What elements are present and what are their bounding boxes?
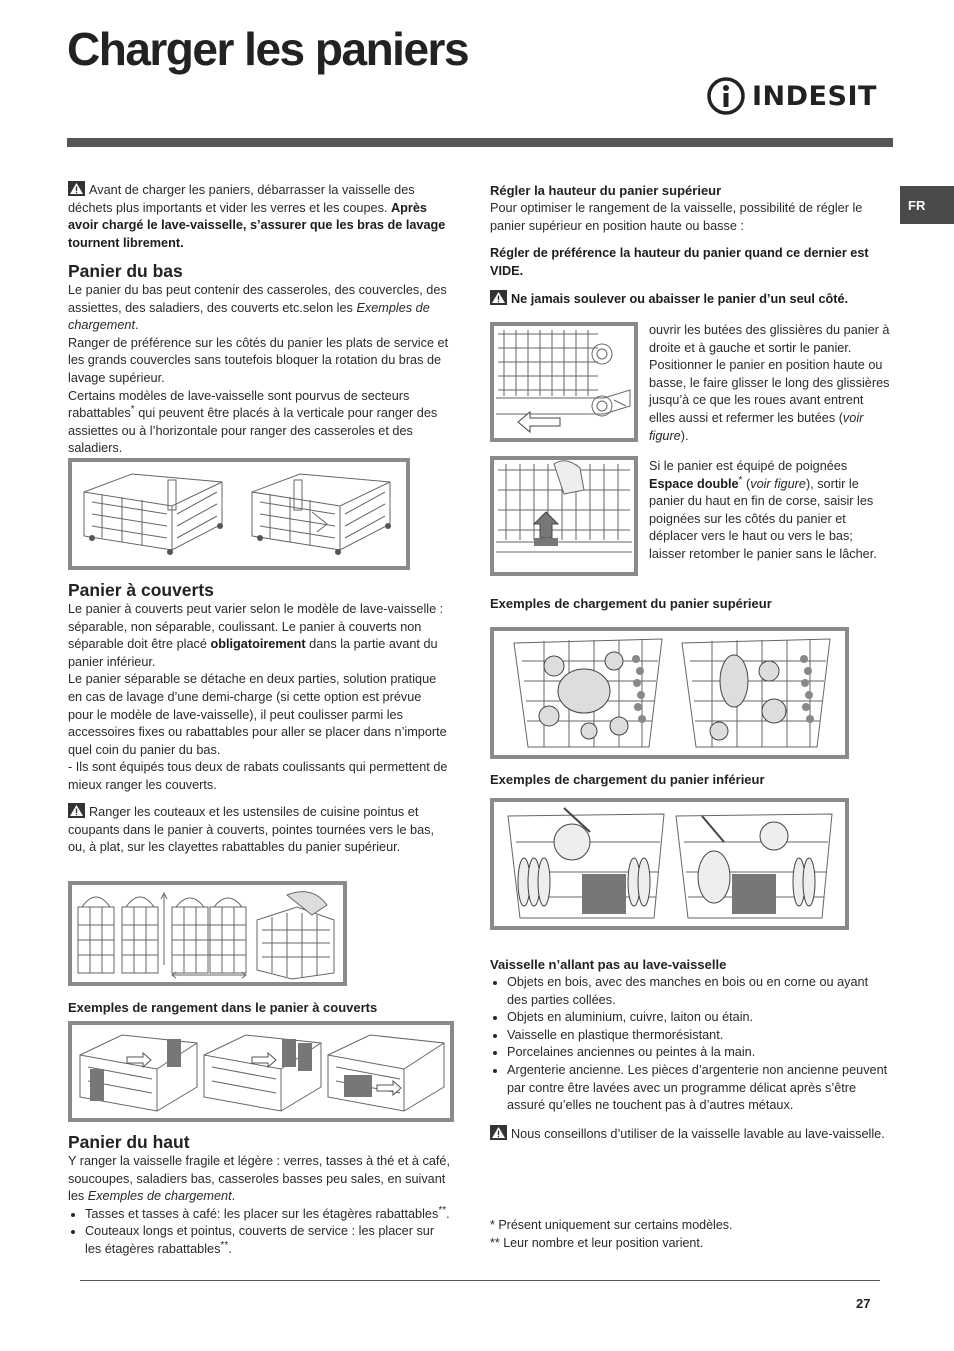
upper-examples-illustration [494,631,845,755]
panier-haut-title: Panier du haut [68,1132,190,1152]
cutlery-examples-illustration [72,1025,450,1118]
cutlery-basket-figure [68,881,347,986]
couverts-p1-end: dans la partie avant du panier inférieur. [68,637,438,669]
couverts-p1: Le panier à couverts peut varier selon le modèle de lave-vaisselle : séparable, non séparable, coulissant. Le panier à couverts non séparable doit être placé [68,602,444,652]
handle-text [649,458,891,564]
panier-bas-p2: Ranger de préférence sur les côtés du panier les plats de service et les grands couvercles sans toutefois bloquer la rotation du bras de lavage supérieur. [68,335,449,385]
handle-figure [490,456,638,576]
panier-couverts-title: Panier à couverts [68,580,214,600]
intro-text: Avant de charger les paniers, débarrasser la vaisselle des déchets plus importants et vider les verres et les coupes. [68,183,415,215]
footnote-star: ** [220,1239,229,1251]
cutlery-examples-figure [68,1021,454,1122]
header-bar [67,138,893,147]
upper-examples-figure [490,627,849,759]
haut-p1: Y ranger la vaisselle fragile et légère : verres, tasses à thé et à café, soucoupes, saladiers bas, casseroles basses peu sales, en suivant les [68,1154,451,1204]
panier-couverts-section [68,579,450,795]
page-number: 27 [856,1296,871,1311]
punct: . [446,1206,450,1221]
footnote-star: * [738,474,743,486]
warning-icon [490,1125,507,1140]
panier-haut-section [68,1131,450,1259]
vaisselle-list [490,974,892,1115]
exemples-italic: Exemples de chargement [68,300,430,333]
punct: . [231,1189,236,1204]
intro-bold: Après avoir chargé le lave-vaisselle, s’assurer que les bras de lavage tournent librement. [68,200,446,250]
page-title: Charger les paniers [67,23,469,75]
hauteur-warning: Ne jamais soulever ou abaisser le panier d’un seul côté. [511,292,849,307]
couverts-p2: Le panier séparable se détache en deux parties, solution pratique en cas de lavage d’une demi-charge (si cette option est prévue pour le modèle de lave-vaisselle), il peut coulisser parmi les accessoires fixes ou rabattables pour aller se placer dans n’importe quel coin du panier du bas. [68,672,447,757]
brand-logo [706,76,877,116]
rail-text [649,322,891,445]
indesit-i-icon [706,76,746,116]
footnotes [490,1217,892,1252]
hauteur-text: Pour optimiser le rangement de la vaisselle, possibilité de régler le panier supérieur en position haute ou basse : [490,201,863,233]
footnote-mark: * [490,1218,495,1232]
exemples-italic: Exemples de chargement [87,1189,232,1204]
rail-figure [490,322,638,442]
voir-figure: voir figure [649,410,864,443]
espace-double-bold: Espace double [649,476,739,491]
list-item: • Objets en bois, avec des manches en bois ou en corne ou ayant des parties collées. [507,974,892,1009]
hauteur-section [490,182,892,309]
hauteur-title: Régler la hauteur du panier supérieur [490,183,722,198]
lower-basket-figure [68,458,410,570]
couverts-examples-heading [68,999,450,1017]
ex-sup-title: Exemples de chargement du panier supérieur [490,596,772,611]
couverts-examples-title: Exemples de rangement dans le panier à couverts [68,1000,378,1015]
voir-figure: voir figure [750,476,806,491]
list-item [85,1223,450,1258]
rail-illustration [494,326,634,438]
handle-text-c: ), sortir le panier du haut en fin de corse, saisir les poignées sur les côtés du panier et déplacer vers le haut ou vers le bas; laisser retomber le panier sans le lâcher. [649,476,877,561]
footer-rule [80,1280,880,1281]
brand-name: INDESIT [752,80,877,112]
ex-inf-title: Exemples de chargement du panier inférieur [490,772,765,787]
lower-basket-illustration [72,462,406,566]
cutlery-basket-illustration [72,885,343,982]
footnote-star: ** [438,1204,447,1216]
panier-bas-title: Panier du bas [68,261,183,281]
list-item: • Porcelaines anciennes ou peintes à la main. [507,1044,892,1062]
list-item: • Argenterie ancienne. Les pièces d’argenterie non ancienne peuvent par contre être lavées avec un programme délicat après s’être assuré qu’elles ne touchent pas à d’autres métaux. [507,1062,892,1115]
ex-sup-heading [490,595,892,613]
language-tab: FR [900,186,954,224]
list-item: • Objets en aluminium, cuivre, laiton ou étain. [507,1009,892,1027]
final-warning-text: Nous conseillons d’utiliser de la vaisselle lavable au lave-vaisselle. [511,1126,885,1141]
rail-text-main: ouvrir les butées des glissières du panier à droite et à gauche et sortir le panier. Positionner le panier en position haute ou basse, le faire glisser le long des glissières jusqu’à ce que les roues avant entrent elles aussi et refermer les butées ( [649,323,890,425]
panier-bas-p1: Le panier du bas peut contenir des casseroles, des couvercles, des assiettes, des saladiers, des couverts etc.selon les [68,283,447,315]
obligatoirement-bold: obligatoirement [210,637,306,652]
list-item-text: Couteaux longs et pointus, couverts de service : les placer sur les étagères rabattables [85,1224,435,1256]
vaisselle-title: Vaisselle n’allant pas au lave-vaisselle [490,957,727,972]
warning-icon [68,181,85,196]
ex-inf-heading [490,771,892,789]
list-item-text: Tasses et tasses à café: les placer sur les étagères rabattables [85,1206,439,1221]
footnote-2: Leur nombre et leur position varient. [499,1235,704,1250]
vaisselle-section [490,956,892,1143]
punct: . [135,318,139,333]
warning-icon [490,290,507,305]
haut-list [68,1206,450,1259]
handle-text-a: Si le panier est équipé de poignées [649,459,848,473]
panier-bas-p3-end: qui peuvent être placés à la verticale pour ranger des assiettes ou à l’horizontale pour ranger des casseroles et des saladiers. [68,406,438,456]
punct: ). [680,428,689,443]
punct: . [228,1241,232,1256]
footnote-mark: ** [490,1235,500,1250]
handle-illustration [494,460,634,572]
couverts-warning [68,803,450,857]
panier-bas-p3: Certains modèles de lave-vaisselle sont pourvus de secteurs rabattables [68,388,410,421]
lower-examples-figure [490,798,849,930]
footnote-star: * [130,403,135,415]
panier-bas-section [68,260,450,458]
intro-block [68,181,450,252]
couverts-warning-text: Ranger les couteaux et les ustensiles de cuisine pointus et coupants dans le panier à couverts, pointes tournées vers le bas, ou, à plat, sur les clayettes rabattables du panier supérieur. [68,805,435,855]
hauteur-bold: Régler de préférence la hauteur du panier quand ce dernier est VIDE. [490,246,869,278]
list-item: • Vaisselle en plastique thermorésistant. [507,1027,892,1045]
footnote-1: Présent uniquement sur certains modèles. [494,1218,733,1232]
list-item [85,1206,450,1224]
warning-icon [68,803,85,818]
punct: ( [742,476,751,491]
lower-examples-illustration [494,802,845,926]
couverts-p3: - Ils sont équipés tous deux de rabats coulissants qui permettent de mieux ranger les couverts. [68,760,448,792]
